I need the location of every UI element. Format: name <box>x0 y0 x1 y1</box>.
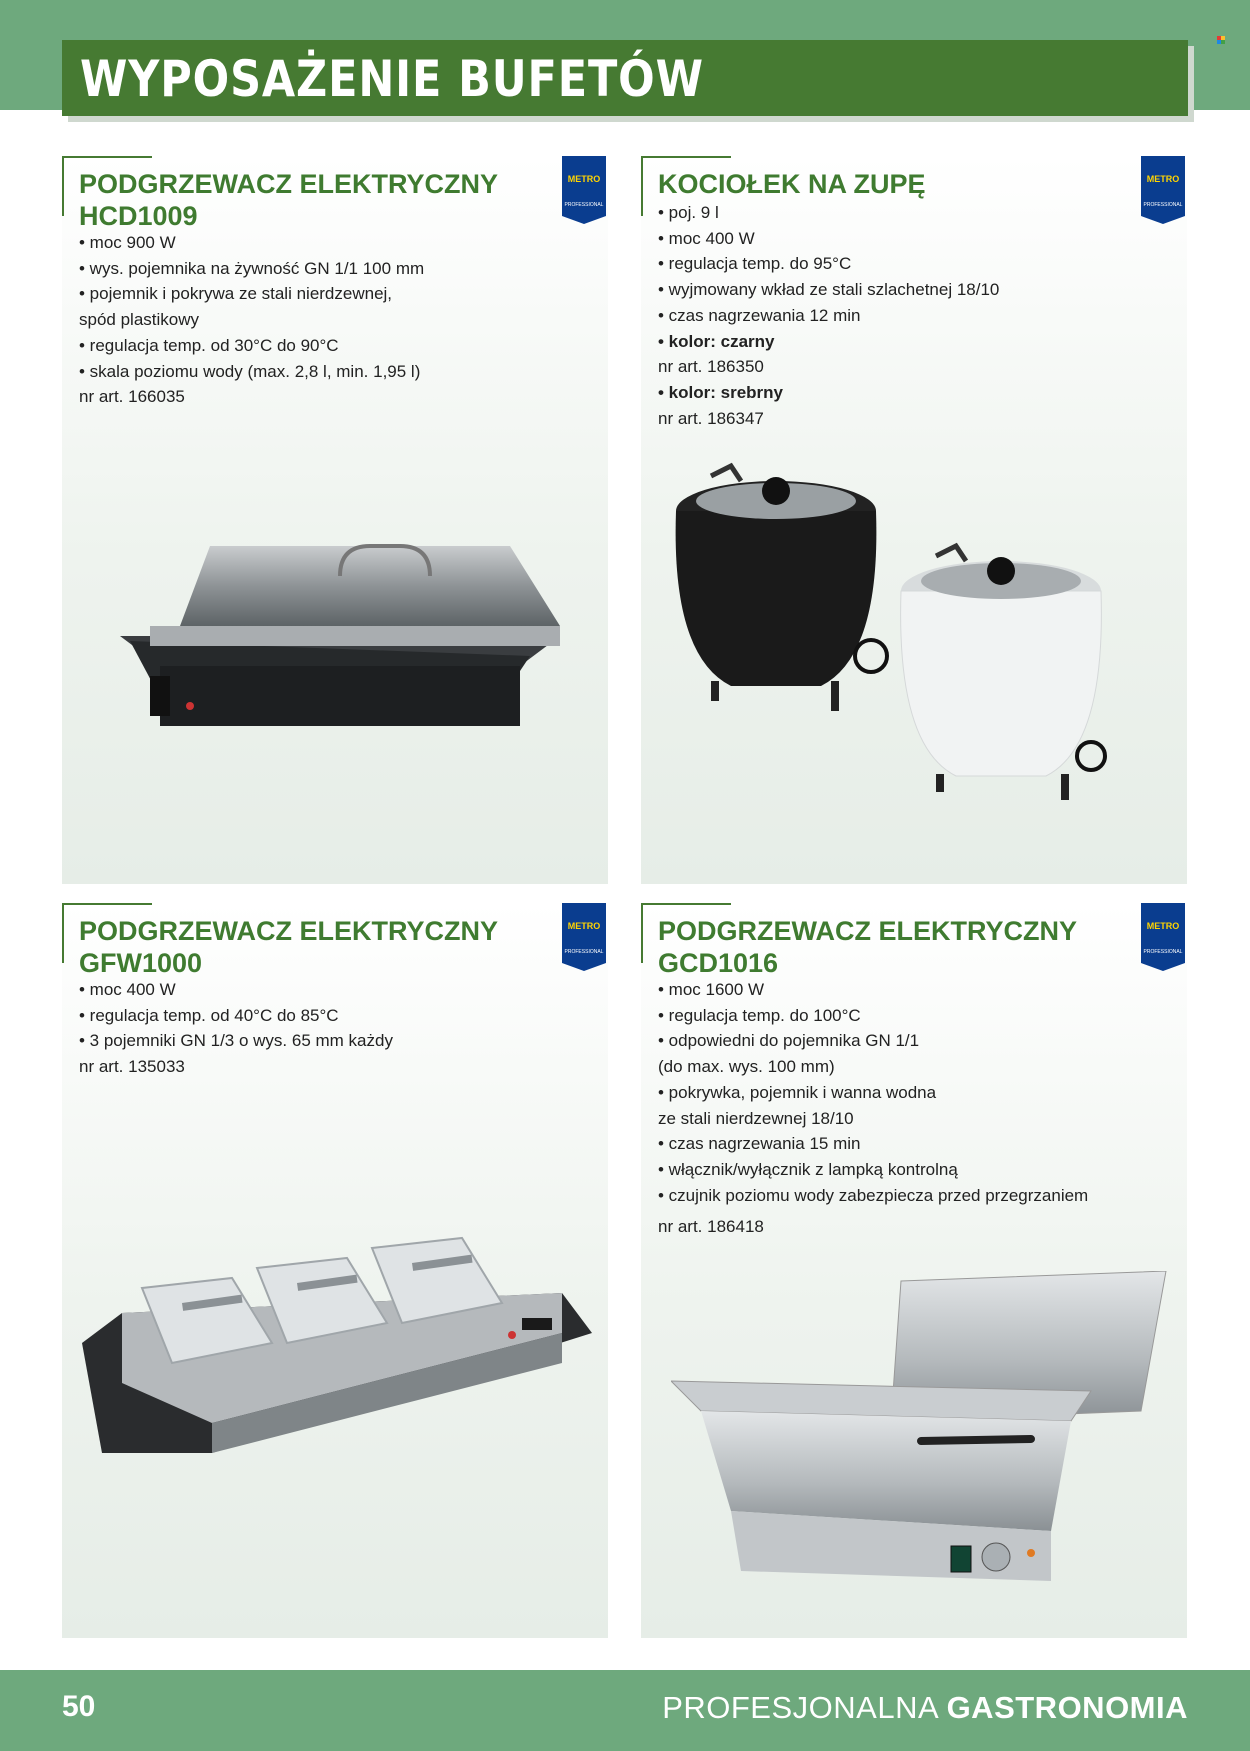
svg-text:PROFESSIONAL: PROFESSIONAL <box>564 202 604 208</box>
product-card-gcd1016 <box>641 903 1187 1638</box>
section-banner <box>62 40 1188 116</box>
product-title: PODGRZEWACZ ELEKTRYCZNY GFW1000 <box>79 916 498 978</box>
svg-text:METRO: METRO <box>567 174 601 184</box>
product-specs: • moc 400 W • regulacja temp. od 40°C do 85°C • 3 pojemniki GN 1/3 o wys. 65 mm każdy nr art. 135033 <box>79 980 393 1077</box>
product-specs: • moc 1600 W • regulacja temp. do 100°C • odpowiedni do pojemnika GN 1/1 (do max. wys. 100 mm) • pokrywka, pojemnik i wanna wodna ze stali nierdzewnej 18/10 • czas nagrzewania 15 min • włącznik/wyłącznik z lampką kontrolną • czujnik poziomu wody zabezpiecza przed przegrzaniem nr art. 186418 <box>658 980 1089 1237</box>
svg-text:METRO: METRO <box>1146 174 1180 184</box>
buffet-server-image <box>82 1223 592 1553</box>
metro-professional-badge <box>562 156 606 224</box>
page-title: WYPOSAŻENIE BUFETÓW <box>80 50 704 108</box>
product-specs: • poj. 9 l • moc 400 W • regulacja temp. do 95°C • wyjmowany wkład ze stali szlachetnej 18/10 • czas nagrzewania 12 min • kolor: czarny nr art. 186350 • kolor: srebrny nr art. 186347 <box>658 203 1000 428</box>
footer-title: PROFESJONALNA GASTRONOMIA <box>662 1690 1188 1725</box>
product-card-kociolek <box>641 156 1187 884</box>
product-title: PODGRZEWACZ ELEKTRYCZNY GCD1016 <box>658 916 1077 978</box>
page-number: 50 <box>62 1690 96 1723</box>
chafing-dish-steel-image <box>671 1271 1171 1601</box>
chafing-dish-image <box>90 506 590 776</box>
product-specs: • moc 900 W • wys. pojemnika na żywność GN 1/1 100 mm • pojemnik i pokrywa ze stali nierdzewnej, spód plastikowy • regulacja temp. od 30°C do 90°C • skala poziomu wody (max. 2,8 l, min. 1,95 l) nr art. 166035 <box>79 233 425 407</box>
product-card-hcd1009 <box>62 156 608 884</box>
product-card-gfw1000 <box>62 903 608 1638</box>
metro-professional-badge <box>1141 903 1185 971</box>
svg-text:METRO: METRO <box>1146 921 1180 931</box>
svg-text:PROFESSIONAL: PROFESSIONAL <box>564 949 604 955</box>
metro-professional-badge <box>562 903 606 971</box>
svg-text:PROFESSIONAL: PROFESSIONAL <box>1143 202 1183 208</box>
product-title: KOCIOŁEK NA ZUPĘ <box>658 169 926 199</box>
product-title: PODGRZEWACZ ELEKTRYCZNY HCD1009 <box>79 169 498 231</box>
logo-dots-icon <box>1217 36 1225 44</box>
soup-kettle-image <box>671 456 1161 846</box>
svg-text:PROFESSIONAL: PROFESSIONAL <box>1143 949 1183 955</box>
svg-text:METRO: METRO <box>567 921 601 931</box>
footer-band <box>0 1670 1250 1751</box>
